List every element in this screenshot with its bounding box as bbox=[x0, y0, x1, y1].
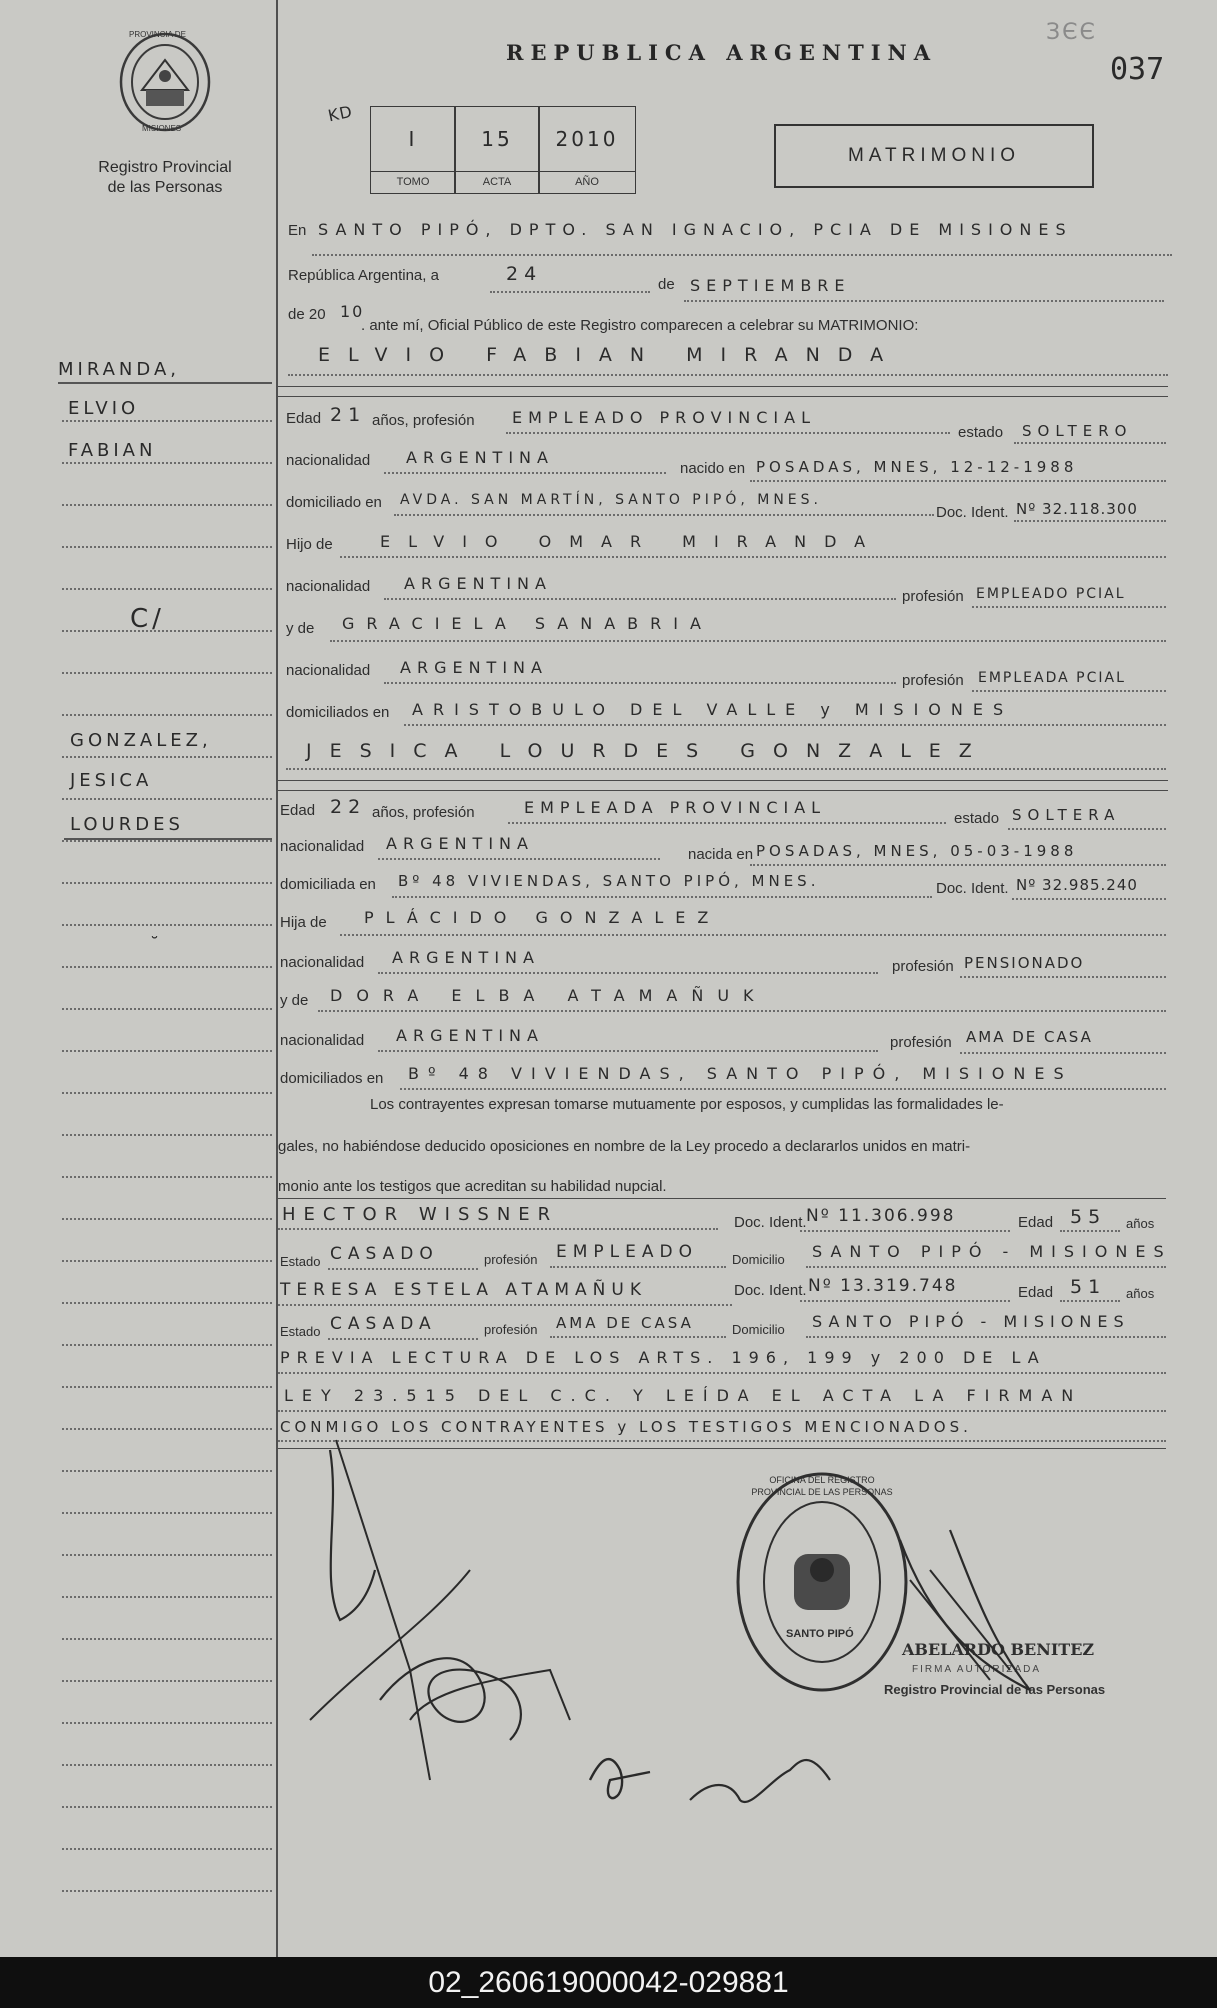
year-label: de 20 bbox=[288, 306, 326, 323]
bride-doms-label: domiciliados en bbox=[280, 1070, 384, 1087]
witness2-doc-label: Doc. Ident. bbox=[734, 1282, 807, 1299]
bride-father-nac-label: nacionalidad bbox=[280, 954, 365, 971]
groom-father-line bbox=[340, 556, 1166, 558]
margin-rule-line bbox=[62, 1680, 272, 1682]
margin-rule-line bbox=[62, 1386, 272, 1388]
margin-groom-name2: FABIAN bbox=[68, 440, 157, 461]
groom-dom-label: domiciliado en bbox=[286, 494, 382, 511]
ano-cell bbox=[538, 106, 636, 194]
margin-rule-line bbox=[62, 672, 272, 674]
groom-nacido-label: nacido en bbox=[680, 460, 746, 477]
bride-mother-nac: ARGENTINA bbox=[396, 1026, 544, 1045]
margin-rule-line bbox=[62, 462, 272, 464]
margin-rule-line bbox=[62, 1848, 272, 1850]
margin-rule-line bbox=[62, 1008, 272, 1010]
margin-rule-line bbox=[62, 1092, 272, 1094]
groom-father-prof-label: profesión bbox=[902, 588, 964, 605]
note-line-2: LEY 23.515 DEL C.C. Y LEÍDA EL ACTA LA FIRMAN bbox=[284, 1386, 1083, 1405]
bride-full-value: JESICA LOURDES GONZALEZ bbox=[306, 740, 990, 762]
note-line-3: CONMIGO LOS CONTRAYENTES y LOS TESTIGOS MENCIONADOS. bbox=[280, 1418, 972, 1436]
margin-rule-line bbox=[62, 1512, 272, 1514]
republica-label: República Argentina, a bbox=[288, 267, 439, 284]
witness1-edad: 55 bbox=[1070, 1206, 1107, 1228]
witness2-estado-label: Estado bbox=[280, 1324, 321, 1339]
margin-connector: C/ bbox=[130, 604, 165, 634]
bride-nacida: POSADAS, MNES, 05-03-1988 bbox=[756, 842, 1078, 860]
bride-father-prof: PENSIONADO bbox=[964, 954, 1085, 972]
bride-nacionalidad: ARGENTINA bbox=[386, 834, 534, 853]
bride-doc: Nº 32.985.240 bbox=[1016, 876, 1138, 894]
margin-rule-line bbox=[62, 1218, 272, 1220]
witness2-prof-line bbox=[550, 1336, 726, 1338]
seal-top-text: PROVINCIA DE bbox=[129, 30, 186, 39]
bride-parents-dom: Bº 48 VIVIENDAS, SANTO PIPÓ, MISIONES bbox=[408, 1064, 1073, 1083]
groom-father-nac-label: nacionalidad bbox=[286, 578, 371, 595]
witness1-prof-label: profesión bbox=[484, 1252, 538, 1267]
groom-mother-prof-line bbox=[972, 690, 1166, 692]
acta-cell bbox=[454, 106, 540, 194]
witness1-anos-label: años bbox=[1126, 1216, 1155, 1231]
groom-mother: GRACIELA SANABRIA bbox=[342, 614, 713, 633]
signer-role: FIRMA AUTORIZADA bbox=[912, 1664, 1042, 1675]
margin-rule-line bbox=[62, 840, 272, 842]
witness1-prof-line bbox=[550, 1266, 726, 1268]
bride-mother-prof-line bbox=[960, 1052, 1166, 1054]
bride-father-prof-label: profesión bbox=[892, 958, 954, 975]
witness1-name-line bbox=[278, 1228, 718, 1230]
margin-rule-line bbox=[62, 588, 272, 590]
witness2-edad-label: Edad bbox=[1018, 1284, 1054, 1301]
month-line bbox=[684, 300, 1164, 302]
page-title: REPUBLICA ARGENTINA bbox=[506, 40, 938, 65]
margin-bride-name2: LOURDES bbox=[70, 814, 184, 835]
witness1-edad-label: Edad bbox=[1018, 1214, 1054, 1231]
tomo-value: I bbox=[408, 127, 418, 151]
month-value: SEPTIEMBRE bbox=[690, 276, 851, 295]
bride-dom-label: domiciliada en bbox=[280, 876, 376, 893]
groom-edad-label: Edad bbox=[286, 410, 322, 427]
margin-rule-line bbox=[62, 1470, 272, 1472]
bride-profesion: EMPLEADA PROVINCIAL bbox=[524, 798, 827, 817]
groom-anos-prof-label: años, profesión bbox=[372, 412, 475, 429]
bride-mother-prof-label: profesión bbox=[890, 1034, 952, 1051]
ante-text: . ante mí, Oficial Público de este Registro comparecen a celebrar su MATRIMONIO: bbox=[361, 317, 919, 334]
provincial-seal bbox=[112, 30, 218, 138]
margin-rule-line bbox=[62, 1176, 272, 1178]
bride-father-nac-line bbox=[378, 972, 878, 974]
witness2-profesion: AMA DE CASA bbox=[556, 1314, 694, 1332]
margin-rule-line bbox=[62, 1428, 272, 1430]
witness2-doc-line bbox=[800, 1300, 1010, 1302]
bride-hija-label: Hija de bbox=[280, 914, 327, 931]
groom-father-prof-line bbox=[972, 606, 1166, 608]
margin-rule-line bbox=[62, 1050, 272, 1052]
witness2-doc: Nº 13.319.748 bbox=[808, 1276, 958, 1296]
registry-label: Registro Provincial de las Personas bbox=[98, 159, 232, 196]
groom-yde-label: y de bbox=[286, 620, 315, 637]
witness1-edad-line bbox=[1060, 1230, 1120, 1232]
groom-prof-line bbox=[506, 432, 950, 434]
bride-nac-label: nacionalidad bbox=[280, 838, 365, 855]
bride-mother-line bbox=[318, 1010, 1166, 1012]
witness2-estado: CASADA bbox=[330, 1314, 437, 1334]
witness2-anos-label: años bbox=[1126, 1286, 1155, 1301]
witness1-doc: Nº 11.306.998 bbox=[806, 1206, 956, 1226]
groom-nacido: POSADAS, MNES, 12-12-1988 bbox=[756, 458, 1078, 476]
witness1-estado: CASADO bbox=[330, 1244, 439, 1264]
act-type-box: MATRIMONIO bbox=[774, 124, 1094, 188]
groom-doc-line bbox=[1014, 520, 1166, 522]
groom-section-rule bbox=[278, 386, 1168, 387]
bride-edad: 22 bbox=[330, 796, 367, 818]
bride-father-line bbox=[340, 934, 1166, 936]
bride-father-prof-line bbox=[960, 976, 1166, 978]
groom-mother-nac-label: nacionalidad bbox=[286, 662, 371, 679]
acta-label: ACTA bbox=[455, 171, 539, 192]
witness2-dom-line bbox=[806, 1336, 1166, 1338]
groom-section-rule2 bbox=[278, 396, 1168, 397]
witness1-name: HECTOR WISSNER bbox=[282, 1204, 559, 1225]
groom-estado-line bbox=[1014, 442, 1166, 444]
bride-prof-line bbox=[508, 822, 946, 824]
groom-doms-label: domiciliados en bbox=[286, 704, 390, 721]
margin-rule-line bbox=[62, 1344, 272, 1346]
margin-bride-rule bbox=[64, 838, 272, 840]
bride-nacida-line bbox=[750, 864, 1166, 866]
margin-rule-line bbox=[62, 546, 272, 548]
groom-mother-nac-line bbox=[384, 682, 896, 684]
note-line-1-rule bbox=[278, 1372, 1166, 1374]
groom-father-nac-line bbox=[384, 598, 896, 600]
place-value: SANTO PIPÓ, DPTO. SAN IGNACIO, PCIA DE MISIONES bbox=[318, 220, 1073, 239]
signatures bbox=[270, 1420, 1070, 1840]
margin-rule-line bbox=[62, 1596, 272, 1598]
bride-dom-line bbox=[392, 896, 932, 898]
groom-nacionalidad: ARGENTINA bbox=[406, 448, 554, 467]
margin-groom-surname: MIRANDA, bbox=[58, 359, 180, 380]
bride-nacida-label: nacida en bbox=[688, 846, 754, 863]
margin-groom-rule bbox=[58, 382, 272, 384]
day-value: 24 bbox=[506, 263, 543, 285]
witness1-dom-label: Domicilio bbox=[732, 1252, 785, 1267]
margin-rule-line bbox=[62, 1722, 272, 1724]
bride-section-rule2 bbox=[278, 790, 1168, 791]
signer-name: ABELARDO BENITEZ bbox=[902, 1640, 1095, 1659]
witness2-name: TERESA ESTELA ATAMAÑUK bbox=[280, 1280, 647, 1300]
margin-bride-name1: JESICA bbox=[70, 770, 153, 791]
groom-nacido-line bbox=[750, 480, 1166, 482]
year-suffix: 10 bbox=[340, 302, 365, 321]
legal-line-3: monio ante los testigos que acreditan su habilidad nupcial. bbox=[278, 1178, 667, 1195]
note-line-1: PREVIA LECTURA DE LOS ARTS. 196, 199 y 200 DE LA bbox=[280, 1348, 1046, 1367]
bride-mother: DORA ELBA ATAMAÑUK bbox=[330, 986, 768, 1005]
witness1-profesion: EMPLEADO bbox=[556, 1242, 698, 1262]
legal-line-2: gales, no habiéndose deducido oposiciones en nombre de la Ley procedo a declararlos unidos en matri- bbox=[278, 1138, 971, 1155]
groom-estado: SOLTERO bbox=[1022, 422, 1133, 440]
kd-mark: KD bbox=[326, 101, 355, 126]
groom-full-value: ELVIO FABIAN MIRANDA bbox=[318, 344, 902, 366]
witness2-dom-label: Domicilio bbox=[732, 1322, 785, 1337]
stamp-center-text: SANTO PIPÓ bbox=[786, 1628, 854, 1640]
groom-mother-line bbox=[330, 640, 1166, 642]
witness1-dom-line bbox=[806, 1266, 1166, 1268]
en-label: En bbox=[288, 222, 307, 239]
groom-domicilio: AVDA. SAN MARTÍN, SANTO PIPÓ, MNES. bbox=[400, 492, 822, 508]
margin-rule-line bbox=[62, 1302, 272, 1304]
bride-anos-prof-label: años, profesión bbox=[372, 804, 475, 821]
registry-name bbox=[60, 158, 270, 198]
bride-doc-line bbox=[1012, 898, 1166, 900]
witness1-estado-label: Estado bbox=[280, 1254, 321, 1269]
groom-dom-line bbox=[394, 514, 934, 516]
margin-tick: ˘ bbox=[150, 934, 163, 955]
witness2-estado-line bbox=[328, 1338, 478, 1340]
groom-estado-label: estado bbox=[958, 424, 1004, 441]
folio-number: 037 bbox=[1110, 52, 1165, 87]
groom-doc-label: Doc. Ident. bbox=[936, 504, 1009, 521]
stamp-ring-text: OFICINA DEL REGISTRO PROVINCIAL DE LAS PERSONAS bbox=[751, 1475, 893, 1497]
de-label: de bbox=[658, 276, 675, 293]
acta-value: 15 bbox=[481, 127, 513, 151]
witness2-edad: 51 bbox=[1070, 1276, 1107, 1298]
groom-hijo-label: Hijo de bbox=[286, 536, 333, 553]
ano-label: AÑO bbox=[539, 171, 635, 192]
margin-rule-line bbox=[62, 882, 272, 884]
bride-section-rule bbox=[278, 780, 1168, 781]
bride-mother-nac-line bbox=[378, 1050, 878, 1052]
witness1-doc-label: Doc. Ident. bbox=[734, 1214, 807, 1231]
margin-rule-line bbox=[62, 1890, 272, 1892]
groom-mother-prof-label: profesión bbox=[902, 672, 964, 689]
margin-rule-line bbox=[62, 798, 272, 800]
groom-mother-prof: EMPLEADA PCIAL bbox=[978, 670, 1126, 686]
scan-code: 02_260619000042-029881 bbox=[0, 1957, 1217, 2008]
witness2-prof-label: profesión bbox=[484, 1322, 538, 1337]
bride-nac-line bbox=[378, 858, 660, 860]
bride-parents-dom-line bbox=[400, 1088, 1166, 1090]
old-folio-number: ЗЄЄ bbox=[1046, 20, 1097, 45]
bride-father-nac: ARGENTINA bbox=[392, 948, 540, 967]
witness2-name-line bbox=[278, 1304, 732, 1306]
bride-yde-label: y de bbox=[280, 992, 309, 1009]
margin-bride-surname: GONZALEZ, bbox=[70, 730, 212, 751]
bride-father: PLÁCIDO GONZALEZ bbox=[364, 908, 721, 927]
witness1-doc-line bbox=[800, 1230, 1010, 1232]
bride-domicilio: Bº 48 VIVIENDAS, SANTO PIPÓ, MNES. bbox=[398, 872, 820, 890]
signer-org: Registro Provincial de las Personas bbox=[884, 1682, 1106, 1697]
groom-edad: 21 bbox=[330, 404, 367, 426]
groom-nac-line bbox=[384, 472, 666, 474]
bride-full-line bbox=[286, 768, 1166, 770]
legal-end-rule bbox=[278, 1198, 1166, 1199]
legal-line-1: Los contrayentes expresan tomarse mutuamente por esposos, y cumplidas las formalidades le- bbox=[370, 1096, 1004, 1113]
tomo-label: TOMO bbox=[371, 171, 455, 192]
margin-rule-line bbox=[62, 924, 272, 926]
ano-value: 2010 bbox=[555, 127, 619, 151]
witness1-estado-line bbox=[328, 1268, 478, 1270]
bride-estado-label: estado bbox=[954, 810, 1000, 827]
bride-mother-prof: AMA DE CASA bbox=[966, 1028, 1093, 1046]
margin-rule-line bbox=[62, 1260, 272, 1262]
margin-rule-line bbox=[62, 1134, 272, 1136]
bride-doc-label: Doc. Ident. bbox=[936, 880, 1009, 897]
groom-full-line bbox=[288, 374, 1168, 376]
seal-bottom-text: MISIONES bbox=[142, 124, 182, 133]
tomo-cell bbox=[370, 106, 456, 194]
groom-nac-label: nacionalidad bbox=[286, 452, 371, 469]
margin-rule-line bbox=[62, 1554, 272, 1556]
day-line bbox=[490, 291, 650, 293]
groom-father-nac: ARGENTINA bbox=[404, 574, 552, 593]
margin-rule-line bbox=[62, 756, 272, 758]
groom-profesion: EMPLEADO PROVINCIAL bbox=[512, 408, 816, 427]
margin-rule-line bbox=[62, 714, 272, 716]
groom-doc: Nº 32.118.300 bbox=[1016, 500, 1138, 518]
margin-rule-line bbox=[62, 630, 272, 632]
note-line-2-rule bbox=[278, 1410, 1166, 1412]
groom-parents-dom-line bbox=[404, 724, 1166, 726]
groom-father: ELVIO OMAR MIRANDA bbox=[380, 532, 884, 551]
margin-rule-line bbox=[62, 420, 272, 422]
bride-mother-nac-label: nacionalidad bbox=[280, 1032, 365, 1049]
place-line bbox=[312, 254, 1172, 256]
bride-estado: SOLTERA bbox=[1012, 806, 1121, 824]
margin-rule-line bbox=[62, 504, 272, 506]
witness2-edad-line bbox=[1060, 1300, 1120, 1302]
groom-mother-nac: ARGENTINA bbox=[400, 658, 548, 677]
groom-parents-dom: ARISTOBULO DEL VALLE y MISIONES bbox=[412, 700, 1014, 719]
margin-rule-line bbox=[62, 1638, 272, 1640]
margin-rule-line bbox=[62, 1764, 272, 1766]
witness1-domicilio: SANTO PIPÓ - MISIONES bbox=[812, 1242, 1172, 1261]
margin-rule-line bbox=[62, 1806, 272, 1808]
margin-rule-line bbox=[62, 966, 272, 968]
bride-edad-label: Edad bbox=[280, 802, 316, 819]
bride-estado-line bbox=[1008, 828, 1166, 830]
margin-groom-name1: ELVIO bbox=[68, 398, 140, 419]
witness2-domicilio: SANTO PIPÓ - MISIONES bbox=[812, 1312, 1130, 1331]
groom-father-prof: EMPLEADO PCIAL bbox=[976, 586, 1126, 602]
